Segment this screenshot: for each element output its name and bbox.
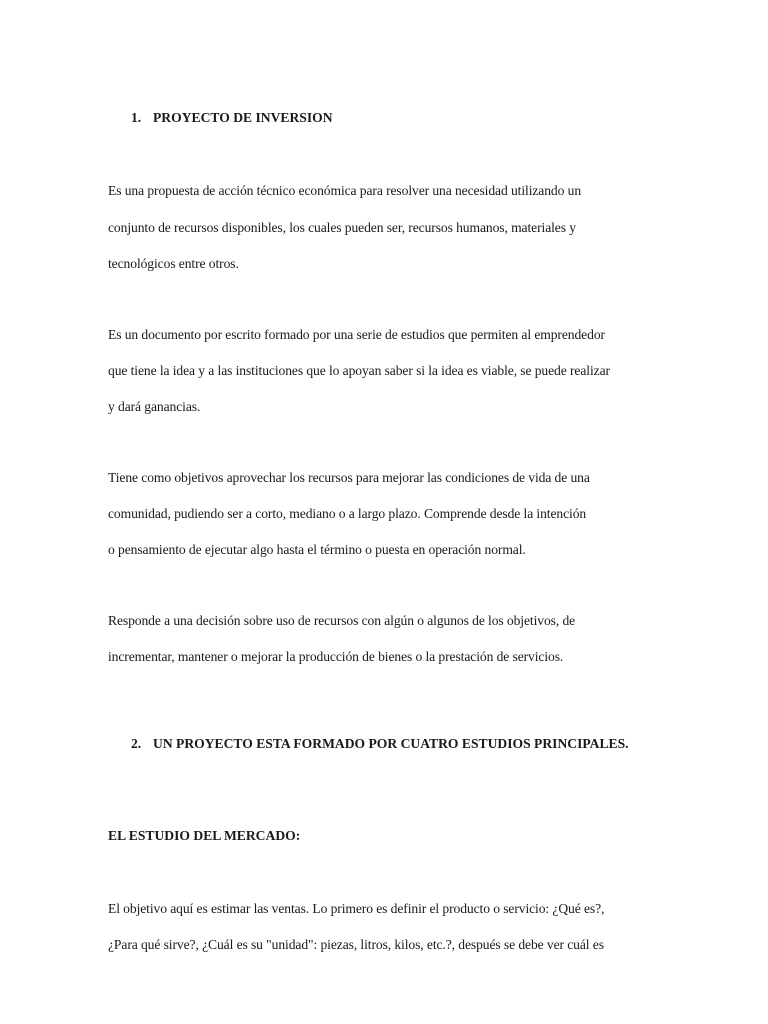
section-number: 2. [131,736,142,751]
paragraph-line: comunidad, pudiendo ser a corto, mediano o a largo plazo. Comprende desde la intención [108,506,587,521]
section-title: UN PROYECTO ESTA FORMADO POR CUATRO ESTUDIOS PRINCIPALES. [153,736,629,751]
paragraph-line: Tiene como objetivos aprovechar los recursos para mejorar las condiciones de vida de una [108,470,590,485]
section-heading-2 [131,735,629,753]
paragraph-line: que tiene la idea y a las instituciones que lo apoyan saber si la idea es viable, se puede realizar [108,363,610,378]
paragraph-line: El objetivo aquí es estimar las ventas. Lo primero es definir el producto o servicio: ¿Qué es?, [108,901,605,916]
paragraph-line: incrementar, mantener o mejorar la producción de bienes o la prestación de servicios. [108,649,564,664]
paragraph-line: o pensamiento de ejecutar algo hasta el término o puesta en operación normal. [108,542,526,557]
section-number: 1. [131,110,142,125]
paragraph-line: Responde a una decisión sobre uso de recursos con algún o algunos de los objetivos, de [108,613,576,628]
paragraph-line: ¿Para qué sirve?, ¿Cuál es su "unidad": piezas, litros, kilos, etc.?, después se debe ver cuál es [108,937,604,952]
paragraph-line: conjunto de recursos disponibles, los cuales pueden ser, recursos humanos, materiales y [108,220,576,235]
subsection-heading: EL ESTUDIO DEL MERCADO: [108,828,301,843]
section-heading-1 [131,109,333,127]
paragraph-line: tecnológicos entre otros. [108,256,239,271]
paragraph-line: y dará ganancias. [108,399,201,414]
paragraph-line: Es un documento por escrito formado por una serie de estudios que permiten al emprendedor [108,327,605,342]
section-title: PROYECTO DE INVERSION [153,110,333,125]
paragraph-line: Es una propuesta de acción técnico económica para resolver una necesidad utilizando un [108,183,582,198]
